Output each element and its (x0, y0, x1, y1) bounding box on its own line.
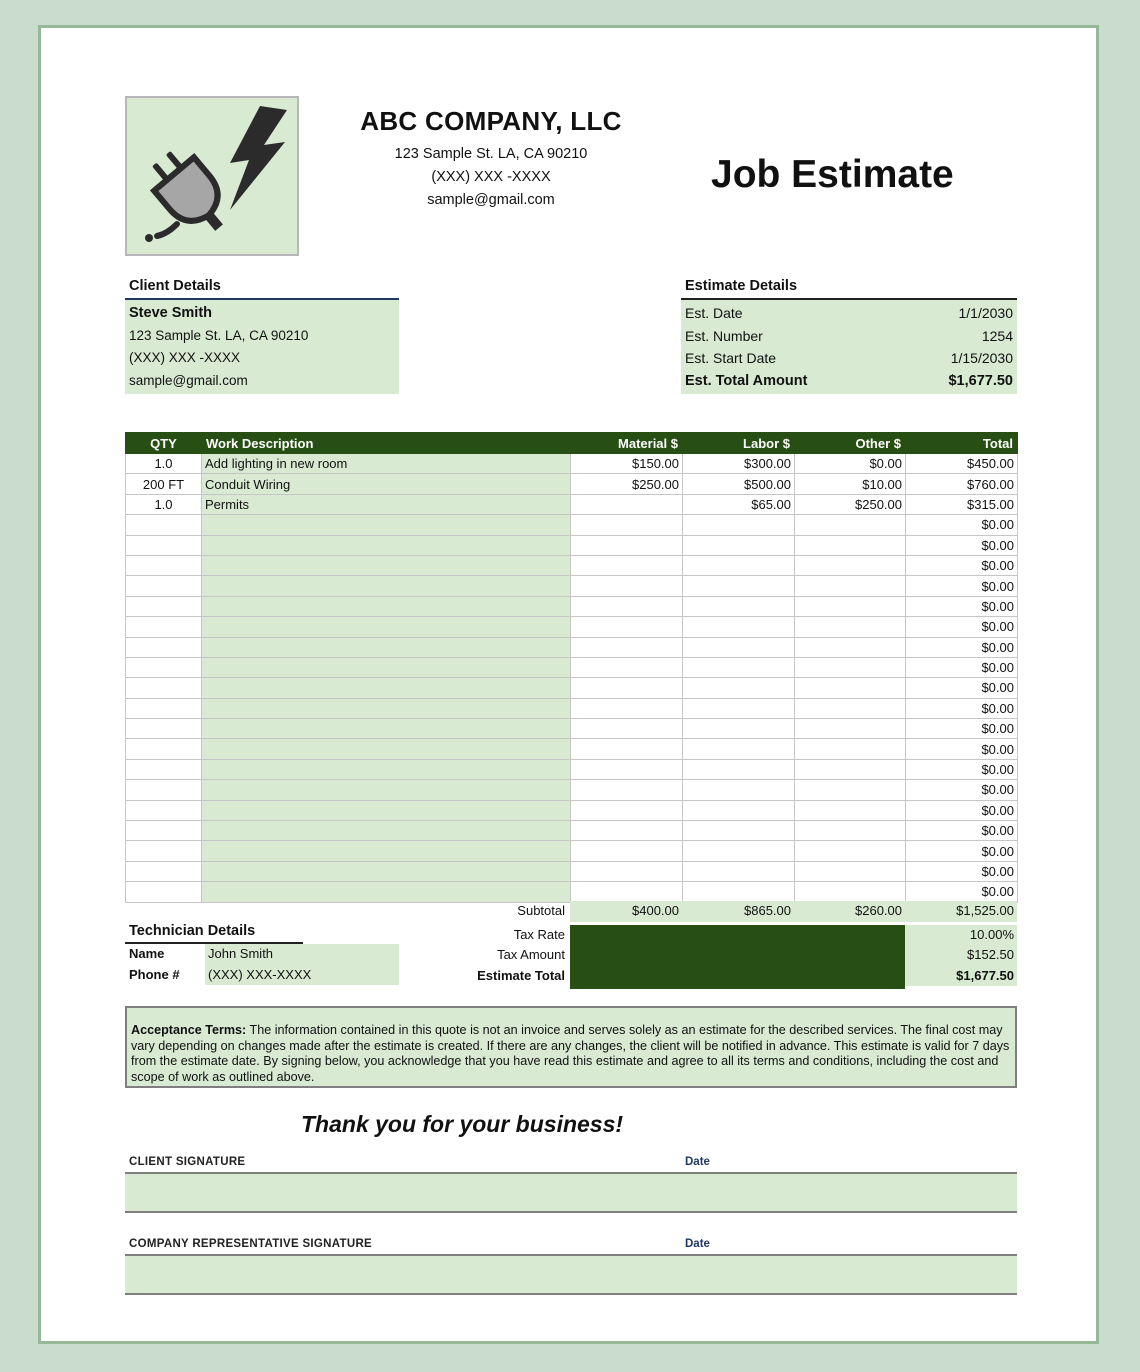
cell-description[interactable] (202, 637, 571, 657)
table-row (126, 739, 1018, 759)
cell-description[interactable] (202, 861, 571, 881)
cell-description[interactable]: Conduit Wiring (202, 474, 571, 494)
cell-qty[interactable] (126, 515, 202, 535)
subtotal-label: Subtotal (517, 903, 565, 918)
rep-signature-section (125, 1236, 1017, 1295)
table-row (126, 780, 1018, 800)
subtotal-material: $400.00 (570, 901, 682, 922)
client-signature-field[interactable] (125, 1172, 1017, 1213)
cell-total: $0.00 (906, 515, 1018, 535)
cell-description[interactable] (202, 535, 571, 555)
cell-description[interactable] (202, 841, 571, 861)
cell-other[interactable] (795, 821, 906, 841)
est-total-value: $1,677.50 (948, 372, 1013, 389)
cell-material[interactable] (571, 739, 683, 759)
cell-labor[interactable] (683, 637, 795, 657)
cell-description[interactable]: Permits (202, 494, 571, 514)
cell-other[interactable] (795, 617, 906, 637)
col-header-total: Total (906, 433, 1018, 454)
cell-total: $0.00 (906, 800, 1018, 820)
client-details-body (125, 300, 399, 394)
est-number-row (681, 325, 1017, 348)
cell-labor[interactable] (683, 739, 795, 759)
cell-material[interactable] (571, 555, 683, 575)
cell-material[interactable] (571, 535, 683, 555)
cell-description[interactable] (202, 780, 571, 800)
technician-phone-row (125, 965, 399, 986)
estimate-details (681, 278, 1017, 394)
cell-other[interactable] (795, 861, 906, 881)
col-header-description: Work Description (202, 433, 571, 454)
est-start-row (681, 347, 1017, 370)
estimate-heading: Estimate Details (681, 278, 1017, 300)
col-header-labor: Labor $ (683, 433, 795, 454)
table-row (126, 841, 1018, 861)
rep-signature-label: COMPANY REPRESENTATIVE SIGNATURE (129, 1238, 373, 1250)
cell-description[interactable] (202, 759, 571, 779)
company-email: sample@gmail.com (427, 192, 555, 208)
table-row (126, 637, 1018, 657)
client-signature-label: CLIENT SIGNATURE (129, 1156, 246, 1168)
cell-labor[interactable] (683, 576, 795, 596)
cell-other[interactable] (795, 882, 906, 902)
cell-labor[interactable] (683, 759, 795, 779)
cell-labor[interactable] (683, 882, 795, 902)
est-number-value[interactable]: 1254 (981, 327, 1013, 344)
cell-qty[interactable] (126, 657, 202, 677)
cell-material[interactable] (571, 515, 683, 535)
cell-other[interactable] (795, 841, 906, 861)
col-header-other: Other $ (795, 433, 906, 454)
cell-description[interactable] (202, 657, 571, 677)
client-date-label: Date (685, 1156, 710, 1168)
cell-labor[interactable] (683, 515, 795, 535)
cell-labor[interactable] (683, 555, 795, 575)
cell-material[interactable] (571, 596, 683, 616)
cell-labor[interactable] (683, 861, 795, 881)
col-header-qty: QTY (126, 433, 202, 454)
col-header-material: Material $ (571, 433, 683, 454)
cell-labor[interactable] (683, 678, 795, 698)
thank-you-message: Thank you for your business! (301, 1111, 624, 1137)
cell-other[interactable] (795, 596, 906, 616)
cell-total: $760.00 (906, 474, 1018, 494)
cell-labor[interactable]: $500.00 (683, 474, 795, 494)
cell-description[interactable] (202, 617, 571, 637)
cell-qty[interactable]: 1.0 (126, 494, 202, 514)
cell-other[interactable] (795, 637, 906, 657)
cell-description[interactable] (202, 698, 571, 718)
cell-description[interactable] (202, 719, 571, 739)
cell-total: $450.00 (906, 454, 1018, 474)
cell-labor[interactable] (683, 596, 795, 616)
cell-material[interactable]: $250.00 (571, 474, 683, 494)
cell-total: $0.00 (906, 861, 1018, 881)
estimate-page (38, 25, 1099, 1344)
cell-material[interactable] (571, 861, 683, 881)
cell-total: $315.00 (906, 494, 1018, 514)
cell-qty[interactable]: 200 FT (126, 474, 202, 494)
table-row (126, 861, 1018, 881)
terms-label: Acceptance Terms: (131, 1023, 247, 1037)
cell-description[interactable] (202, 739, 571, 759)
cell-total: $0.00 (906, 596, 1018, 616)
cell-total: $0.00 (906, 698, 1018, 718)
table-row (126, 454, 1018, 474)
cell-labor[interactable] (683, 535, 795, 555)
table-row (126, 474, 1018, 494)
cell-description[interactable] (202, 882, 571, 902)
subtotal-row (125, 901, 1017, 922)
est-number-label: Est. Number (685, 327, 763, 344)
page-title: Job Estimate (711, 153, 954, 196)
cell-qty[interactable] (126, 576, 202, 596)
cell-material[interactable] (571, 759, 683, 779)
technician-name-label: Name (129, 946, 165, 961)
technician-details (125, 923, 399, 985)
cell-other[interactable] (795, 800, 906, 820)
subtotal-labor: $865.00 (682, 901, 794, 922)
estimate-details-body (681, 300, 1017, 394)
client-name[interactable]: Steve Smith (129, 305, 212, 321)
technician-phone-label: Phone # (129, 966, 180, 982)
est-total-label: Est. Total Amount (685, 372, 808, 389)
table-row (126, 719, 1018, 739)
client-details (125, 278, 399, 394)
cell-qty[interactable] (126, 759, 202, 779)
cell-description[interactable] (202, 800, 571, 820)
cell-other[interactable] (795, 535, 906, 555)
cell-material[interactable] (571, 678, 683, 698)
est-start-label: Est. Start Date (685, 350, 777, 366)
cell-material[interactable] (571, 576, 683, 596)
terms-text: The information contained in this quote is not an invoice and serves solely as an estimate for the described services. The final cost may vary depending on changes made after the estimate is created. If there are any changes, the client will be notified in advance. This estimate is valid for 7 days from the estimate date. By signing below, you acknowledge that you have read this estimate and agree to all its terms and conditions, including the cost and scope of work as outlined above. (131, 1023, 1010, 1084)
cell-labor[interactable] (683, 698, 795, 718)
tax-amount-value: $152.50 (905, 945, 1017, 966)
cell-material[interactable] (571, 800, 683, 820)
rep-signature-labels (125, 1236, 1017, 1254)
cell-other[interactable] (795, 719, 906, 739)
table-row (126, 657, 1018, 677)
acceptance-terms (125, 1006, 1017, 1088)
cell-qty[interactable] (126, 535, 202, 555)
cell-material[interactable] (571, 821, 683, 841)
cell-material[interactable]: $150.00 (571, 454, 683, 474)
table-row (126, 535, 1018, 555)
cell-total: $0.00 (906, 882, 1018, 902)
cell-description[interactable] (202, 821, 571, 841)
est-date-row (681, 302, 1017, 325)
client-phone[interactable]: (XXX) XXX -XXXX (129, 350, 241, 365)
cell-other[interactable] (795, 576, 906, 596)
cell-other[interactable]: $250.00 (795, 494, 906, 514)
table-row (126, 576, 1018, 596)
table-body (126, 454, 1018, 903)
cell-other[interactable] (795, 739, 906, 759)
cell-total: $0.00 (906, 617, 1018, 637)
table-row (126, 555, 1018, 575)
technician-heading: Technician Details (125, 923, 303, 944)
cell-total: $0.00 (906, 841, 1018, 861)
cell-qty[interactable] (126, 800, 202, 820)
cell-qty[interactable] (126, 678, 202, 698)
cell-total: $0.00 (906, 678, 1018, 698)
table-row (126, 698, 1018, 718)
cell-total: $0.00 (906, 821, 1018, 841)
est-date-value[interactable]: 1/1/2030 (958, 305, 1013, 321)
cell-labor[interactable]: $65.00 (683, 494, 795, 514)
cell-qty[interactable] (126, 637, 202, 657)
cell-qty[interactable] (126, 698, 202, 718)
cell-labor[interactable] (683, 800, 795, 820)
table-row (126, 800, 1018, 820)
cell-other[interactable] (795, 555, 906, 575)
cell-qty[interactable] (126, 882, 202, 902)
cell-labor[interactable] (683, 719, 795, 739)
cell-qty[interactable] (126, 617, 202, 637)
cell-qty[interactable] (126, 841, 202, 861)
cell-qty[interactable]: 1.0 (126, 454, 202, 474)
subtotal-other: $260.00 (794, 901, 905, 922)
cell-other[interactable] (795, 759, 906, 779)
cell-labor[interactable] (683, 657, 795, 677)
cell-total: $0.00 (906, 637, 1018, 657)
cell-material[interactable] (571, 637, 683, 657)
estimate-total-label: Estimate Total (477, 967, 565, 983)
cell-labor[interactable] (683, 780, 795, 800)
client-signature-labels (125, 1154, 1017, 1172)
table-row (126, 678, 1018, 698)
company-address: 123 Sample St. LA, CA 90210 (394, 146, 588, 162)
cell-material[interactable] (571, 698, 683, 718)
cell-material[interactable] (571, 882, 683, 902)
cell-total: $0.00 (906, 780, 1018, 800)
rep-date-label: Date (685, 1238, 710, 1250)
table-row (126, 494, 1018, 514)
cell-other[interactable] (795, 657, 906, 677)
cell-other[interactable] (795, 698, 906, 718)
cell-material[interactable] (571, 780, 683, 800)
cell-qty[interactable] (126, 719, 202, 739)
technician-name-row (125, 944, 399, 965)
cell-other[interactable] (795, 780, 906, 800)
cell-description[interactable] (202, 555, 571, 575)
cell-description[interactable] (202, 596, 571, 616)
subtotal-total: $1,525.00 (905, 901, 1017, 922)
client-address[interactable]: 123 Sample St. LA, CA 90210 (129, 327, 309, 343)
cell-material[interactable] (571, 617, 683, 637)
cell-material[interactable] (571, 494, 683, 514)
cell-labor[interactable] (683, 821, 795, 841)
line-items-table (125, 432, 1018, 903)
cell-material[interactable] (571, 719, 683, 739)
cell-labor[interactable]: $300.00 (683, 454, 795, 474)
cell-description[interactable] (202, 576, 571, 596)
table-row (126, 596, 1018, 616)
cell-other[interactable] (795, 515, 906, 535)
cell-total: $0.00 (906, 555, 1018, 575)
table-row (126, 882, 1018, 902)
cell-total: $0.00 (906, 576, 1018, 596)
tax-rate-value[interactable]: 10.00% (905, 925, 1017, 946)
technician-name[interactable]: John Smith (205, 944, 399, 965)
client-heading: Client Details (125, 278, 399, 300)
cell-qty[interactable] (126, 555, 202, 575)
cell-total: $0.00 (906, 657, 1018, 677)
est-date-label: Est. Date (685, 305, 743, 321)
company-phone: (XXX) XXX -XXXX (431, 169, 551, 185)
cell-total: $0.00 (906, 739, 1018, 759)
cell-labor[interactable] (683, 841, 795, 861)
table-row (126, 617, 1018, 637)
cell-labor[interactable] (683, 617, 795, 637)
cell-total: $0.00 (906, 719, 1018, 739)
table-row (126, 515, 1018, 535)
cell-description[interactable] (202, 678, 571, 698)
cell-qty[interactable] (126, 821, 202, 841)
client-email[interactable]: sample@gmail.com (129, 372, 248, 388)
cell-description[interactable] (202, 515, 571, 535)
table-header (126, 433, 1018, 454)
est-total-row (681, 370, 1017, 393)
table-row (126, 759, 1018, 779)
cell-material[interactable] (571, 657, 683, 677)
cell-total: $0.00 (906, 759, 1018, 779)
cell-other[interactable]: $10.00 (795, 474, 906, 494)
cell-other[interactable]: $0.00 (795, 454, 906, 474)
rep-signature-field[interactable] (125, 1254, 1017, 1295)
tax-amount-label: Tax Amount (497, 947, 565, 962)
cell-other[interactable] (795, 678, 906, 698)
tax-rate-label: Tax Rate (513, 926, 565, 942)
company-name: ABC COMPANY, LLC (360, 106, 622, 136)
cell-qty[interactable] (126, 861, 202, 881)
cell-description[interactable]: Add lighting in new room (202, 454, 571, 474)
cell-qty[interactable] (126, 739, 202, 759)
company-header (271, 106, 711, 212)
table-row (126, 821, 1018, 841)
estimate-total-value: $1,677.50 (905, 966, 1017, 987)
cell-qty[interactable] (126, 780, 202, 800)
client-signature-section (125, 1154, 1017, 1213)
est-start-value[interactable]: 1/15/2030 (950, 350, 1013, 366)
cell-material[interactable] (571, 841, 683, 861)
technician-phone[interactable]: (XXX) XXX-XXXX (205, 965, 399, 986)
cell-qty[interactable] (126, 596, 202, 616)
cell-total: $0.00 (906, 535, 1018, 555)
